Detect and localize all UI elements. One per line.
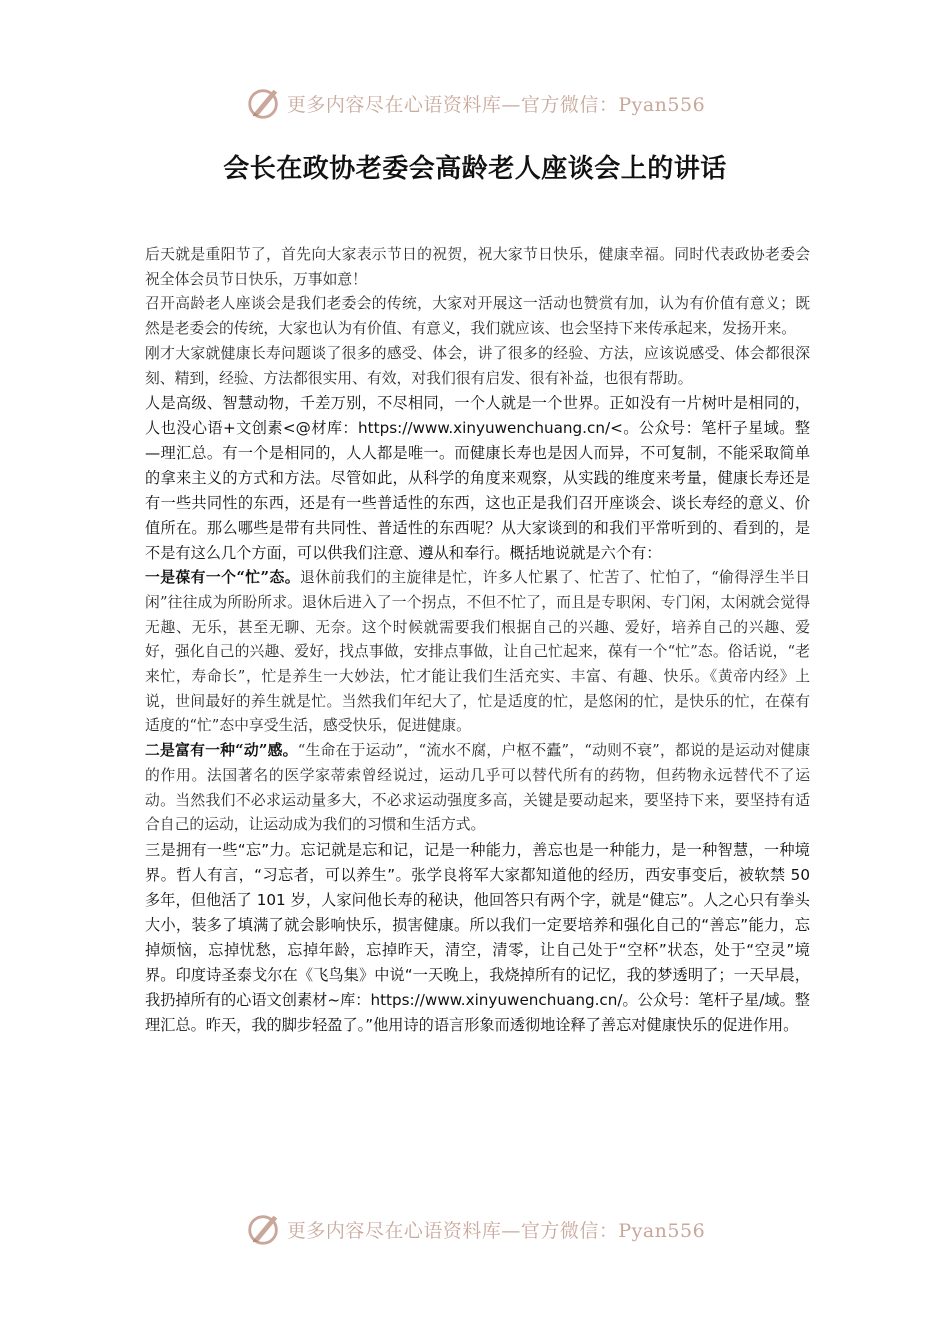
watermark-banner-bottom bbox=[0, 1204, 950, 1254]
paragraph-4 bbox=[145, 391, 810, 566]
paragraph-text: 召开高龄老人座谈会是我们老委会的传统，大家对开展这一活动也赞赏有加，认为有价值有意义；既然是老委会的传统，大家也认为有价值、有意义，我们就应该、也会坚持下来传承起来，发扬开来。 bbox=[145, 295, 810, 338]
document-body bbox=[145, 243, 810, 1038]
paragraph-1 bbox=[145, 243, 810, 292]
paragraph-2 bbox=[145, 292, 810, 341]
paragraph-text: “生命在于运动”，“流水不腐，户枢不蠹”，“动则不衰”，都说的是运动对健康的作用。法国著名的医学家蒂索曾经说过，运动几乎可以替代所有的药物，但药物永远替代不了运动。当然我们不必求运动量多大，不必求运动强度多高，关键是要动起来，要坚持下来，要坚持有适合自己的运动，让运动成为我们的习惯和生活方式。 bbox=[145, 742, 810, 834]
document-title: 会长在政协老委会高龄老人座谈会上的讲话 bbox=[223, 154, 727, 184]
watermark-banner-top bbox=[0, 78, 950, 128]
paragraph-7 bbox=[145, 838, 810, 1038]
paragraph-lead: 二是富有一种“动”感。 bbox=[145, 742, 298, 760]
watermark-text: 更多内容尽在心语资料库—官方微信：Pyan556 bbox=[286, 1219, 706, 1242]
pen-circle-logo-icon bbox=[245, 1210, 283, 1248]
paragraph-6 bbox=[145, 739, 810, 838]
paragraph-text: 三是拥有一些“忘”力。忘记就是忘和记，记是一种能力，善忘也是一种能力，是一种智慧，一种境界。哲人有言，“习忘者，可以养生”。张学良将军大家都知道他的经历，西安事变后，被软禁 50 多年，但他活了 101 岁，人家问他长寿的秘诀，他回答只有两个字，就是“健忘”。人之心只有拳头大小，装多了填满了就会影响快乐，损害健康。所以我们一定要培养和强化自己的“善忘”能力，忘掉烦恼，忘掉忧愁，忘掉年龄，忘掉昨天，清空，清零，让自己处于“空杯”状态，处于“空灵”境界。印度诗圣泰戈尔在《飞鸟集》中说“一天晚上，我烧掉所有的记忆，我的梦透明了；一天早晨，我扔掉所有的心语文创素材~库：https://www.xinyuwenchuang.cn/。公众号：笔杆子星/域。整理汇总。昨天，我的脚步轻盈了。”他用诗的语言形象而透彻地诠释了善忘对健康快乐的促进作用。 bbox=[145, 840, 810, 1034]
pen-circle-logo-icon bbox=[245, 84, 283, 122]
paragraph-text: 退休前我们的主旋律是忙，许多人忙累了、忙苦了、忙怕了，“偷得浮生半日闲”往往成为所盼所求。退休后进入了一个拐点，不但不忙了，而且是专职闲、专门闲，太闲就会觉得无趣、无乐，甚至无聊、无奈。这个时候就需要我们根据自己的兴趣、爱好，培养自己的兴趣、爱好，强化自己的兴趣、爱好，找点事做，安排点事做，让自己忙起来，葆有一个“忙”态。俗话说，“老来忙，寿命长”，忙是养生一大妙法，忙才能让我们生活充实、丰富、有趣、快乐。《黄帝内经》上说，世间最好的养生就是忙。当然我们年纪大了，忙是适度的忙，是悠闲的忙，是快乐的忙，在葆有适度的“忙”态中享受生活，感受快乐，促进健康。 bbox=[145, 569, 810, 735]
paragraph-text: 后天就是重阳节了，首先向大家表示节日的祝贺，祝大家节日快乐，健康幸福。同时代表政协老委会祝全体会员节日快乐，万事如意！ bbox=[145, 246, 810, 288]
paragraph-text: 人是高级、智慧动物，千差万别，不尽相同，一个人就是一个世界。正如没有一片树叶是相同的，人也没心语+文创素<@材库：https://www.xinyuwenchuang.cn/<。公众号：笔杆子星域。整—理汇总。有一个是相同的，人人都是唯一。而健康长寿也是因人而异，不可复制，不能采取简单的拿来主义的方式和方法。尽管如此，从科学的角度来观察，从实践的维度来考量，健康长寿还是有一些共同性的东西，还是有一些普适性的东西，这也正是我们召开座谈会、谈长寿经的意义、价值所在。那么哪些是带有共同性、普适性的东西呢？从大家谈到的和我们平常听到的、看到的，是不是有这么几个方面，可以供我们注意、遵从和奉行。概括地说就是六个有： bbox=[145, 394, 810, 563]
paragraph-3 bbox=[145, 342, 810, 391]
paragraph-5 bbox=[145, 566, 810, 739]
paragraph-lead: 一是葆有一个“忙”态。 bbox=[145, 569, 300, 587]
paragraph-text: 刚才大家就健康长寿问题谈了很多的感受、体会，讲了很多的经验、方法，应该说感受、体会都很深刻、精到，经验、方法都很实用、有效，对我们很有启发、很有补益，也很有帮助。 bbox=[145, 344, 810, 387]
watermark-text: 更多内容尽在心语资料库—官方微信：Pyan556 bbox=[286, 93, 706, 116]
